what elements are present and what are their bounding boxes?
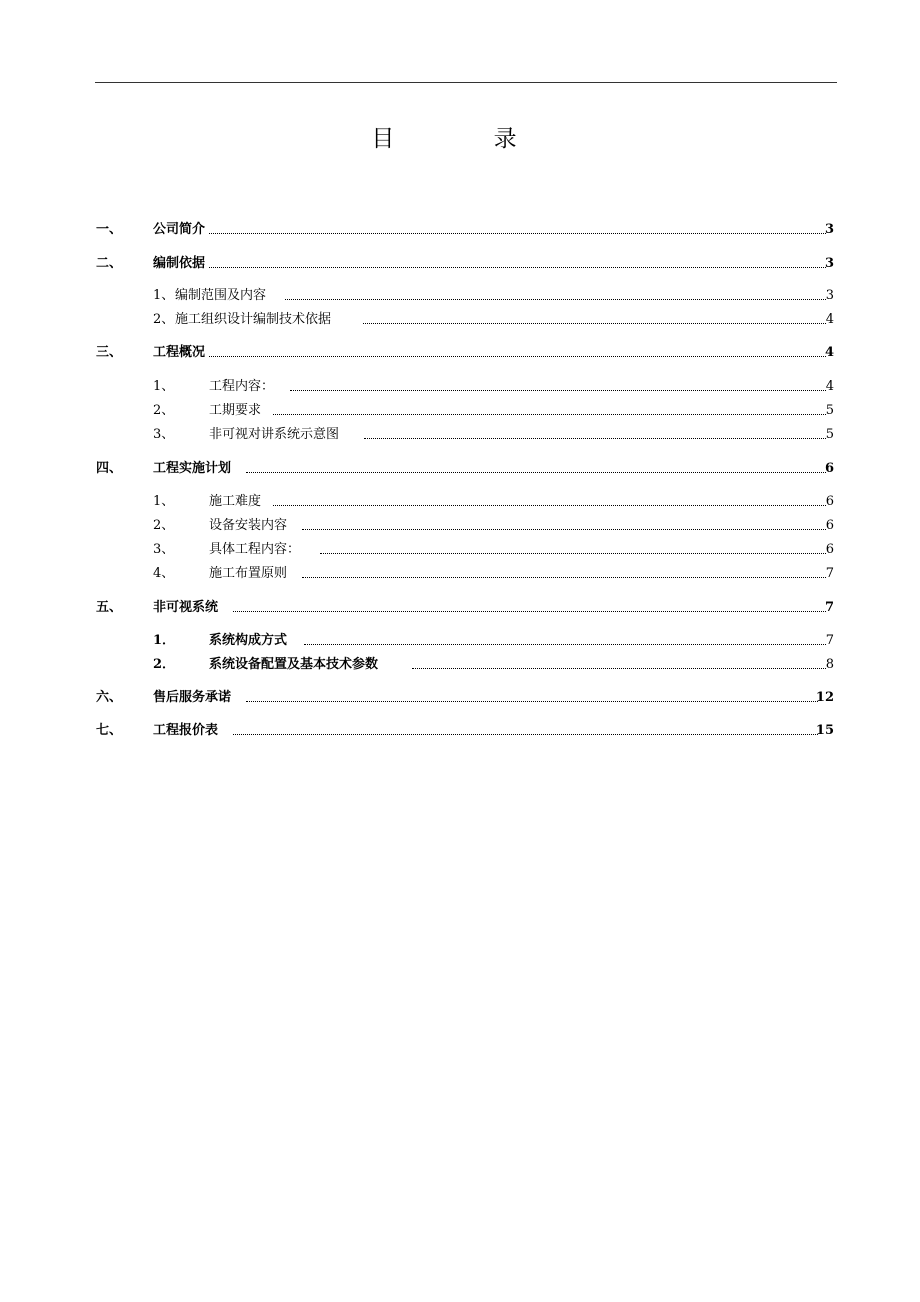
toc-page: 4 [825, 312, 834, 327]
toc-entry[interactable] [0, 310, 920, 330]
toc-label: 公司简介 [153, 222, 206, 237]
toc-label: 施工组织设计编制技术依据 [175, 312, 332, 327]
toc-page: 3 [824, 256, 834, 271]
toc-page: 12 [815, 690, 834, 705]
leader-dots [304, 631, 826, 645]
toc-entry[interactable] [0, 564, 920, 584]
toc-entry[interactable] [0, 401, 920, 421]
toc-page: 7 [825, 633, 834, 648]
toc-entry[interactable] [0, 254, 920, 274]
toc-label: 工期要求 [209, 403, 262, 418]
toc-page: 7 [825, 566, 834, 581]
toc-number: 2、 [153, 403, 175, 418]
toc-number: 一、 [96, 222, 123, 237]
toc-label: 工程实施计划 [153, 461, 232, 476]
toc-page: 3 [824, 222, 834, 237]
leader-dots [273, 401, 826, 415]
toc-page: 5 [825, 403, 834, 418]
toc-page: 6 [824, 461, 834, 476]
toc-number: 七、 [96, 723, 123, 738]
toc-entry[interactable] [0, 516, 920, 536]
leader-dots [302, 516, 826, 530]
toc-number: 三、 [96, 345, 123, 360]
toc-page: 6 [825, 542, 834, 557]
toc-number: 1、 [153, 379, 175, 394]
toc-number: 2、 [153, 312, 175, 327]
leader-dots [209, 254, 826, 268]
toc-page: 7 [824, 600, 834, 615]
toc-page: 5 [825, 427, 834, 442]
toc-label: 售后服务承诺 [153, 690, 232, 705]
toc-label: 设备安装内容 [209, 518, 288, 533]
toc-page: 4 [825, 379, 834, 394]
page-title: 目 录 [371, 126, 563, 152]
toc-entry[interactable] [0, 598, 920, 618]
toc-entry[interactable] [0, 377, 920, 397]
toc-label: 工程报价表 [153, 723, 219, 738]
toc-number: 1、 [153, 288, 175, 303]
toc-number: 四、 [96, 461, 123, 476]
leader-dots [209, 220, 826, 234]
toc-number: 4、 [153, 566, 175, 581]
toc-entry[interactable] [0, 286, 920, 306]
toc-page: 4 [824, 345, 834, 360]
toc-entry[interactable] [0, 343, 920, 363]
leader-dots [233, 598, 826, 612]
toc-page: 8 [825, 657, 834, 672]
toc-label: 系统设备配置及基本技术参数 [209, 657, 379, 672]
toc-entry[interactable] [0, 459, 920, 479]
toc-entry[interactable] [0, 688, 920, 708]
toc-label: 非可视对讲系统示意图 [209, 427, 340, 442]
leader-dots [364, 425, 826, 439]
toc-number: 3、 [153, 427, 175, 442]
header-rule [95, 82, 837, 83]
toc-page: 3 [825, 288, 834, 303]
leader-dots [209, 343, 826, 357]
leader-dots [285, 286, 826, 300]
toc-label: 系统构成方式 [209, 633, 288, 648]
toc-number: 2、 [153, 518, 175, 533]
toc-label: 编制依据 [153, 256, 206, 271]
toc-number: 3、 [153, 542, 175, 557]
toc-label: 施工难度 [209, 494, 262, 509]
toc-number: 六、 [96, 690, 123, 705]
toc-label: 工程概况 [153, 345, 206, 360]
leader-dots [320, 540, 826, 554]
leader-dots [273, 492, 826, 506]
toc-entry[interactable] [0, 540, 920, 560]
toc-number: 2． [153, 657, 176, 672]
toc-page: 15 [815, 723, 834, 738]
toc-entry[interactable] [0, 220, 920, 240]
leader-dots [290, 377, 826, 391]
toc-label: 工程内容： [209, 379, 275, 394]
leader-dots [246, 688, 818, 702]
leader-dots [233, 721, 818, 735]
toc-entry[interactable] [0, 655, 920, 675]
toc-label: 施工布置原则 [209, 566, 288, 581]
toc-number: 二、 [96, 256, 123, 271]
toc-entry[interactable] [0, 631, 920, 651]
toc-label: 具体工程内容： [209, 542, 301, 557]
toc-label: 非可视系统 [153, 600, 219, 615]
toc-number: 五、 [96, 600, 123, 615]
leader-dots [246, 459, 826, 473]
toc-entry[interactable] [0, 492, 920, 512]
leader-dots [363, 310, 826, 324]
leader-dots [412, 655, 826, 669]
toc-entry[interactable] [0, 721, 920, 741]
leader-dots [302, 564, 826, 578]
toc-page: 6 [825, 518, 834, 533]
toc-number: 1、 [153, 494, 175, 509]
toc-page: 6 [825, 494, 834, 509]
toc-entry[interactable] [0, 425, 920, 445]
toc-number: 1． [153, 633, 176, 648]
toc-label: 编制范围及内容 [175, 288, 267, 303]
